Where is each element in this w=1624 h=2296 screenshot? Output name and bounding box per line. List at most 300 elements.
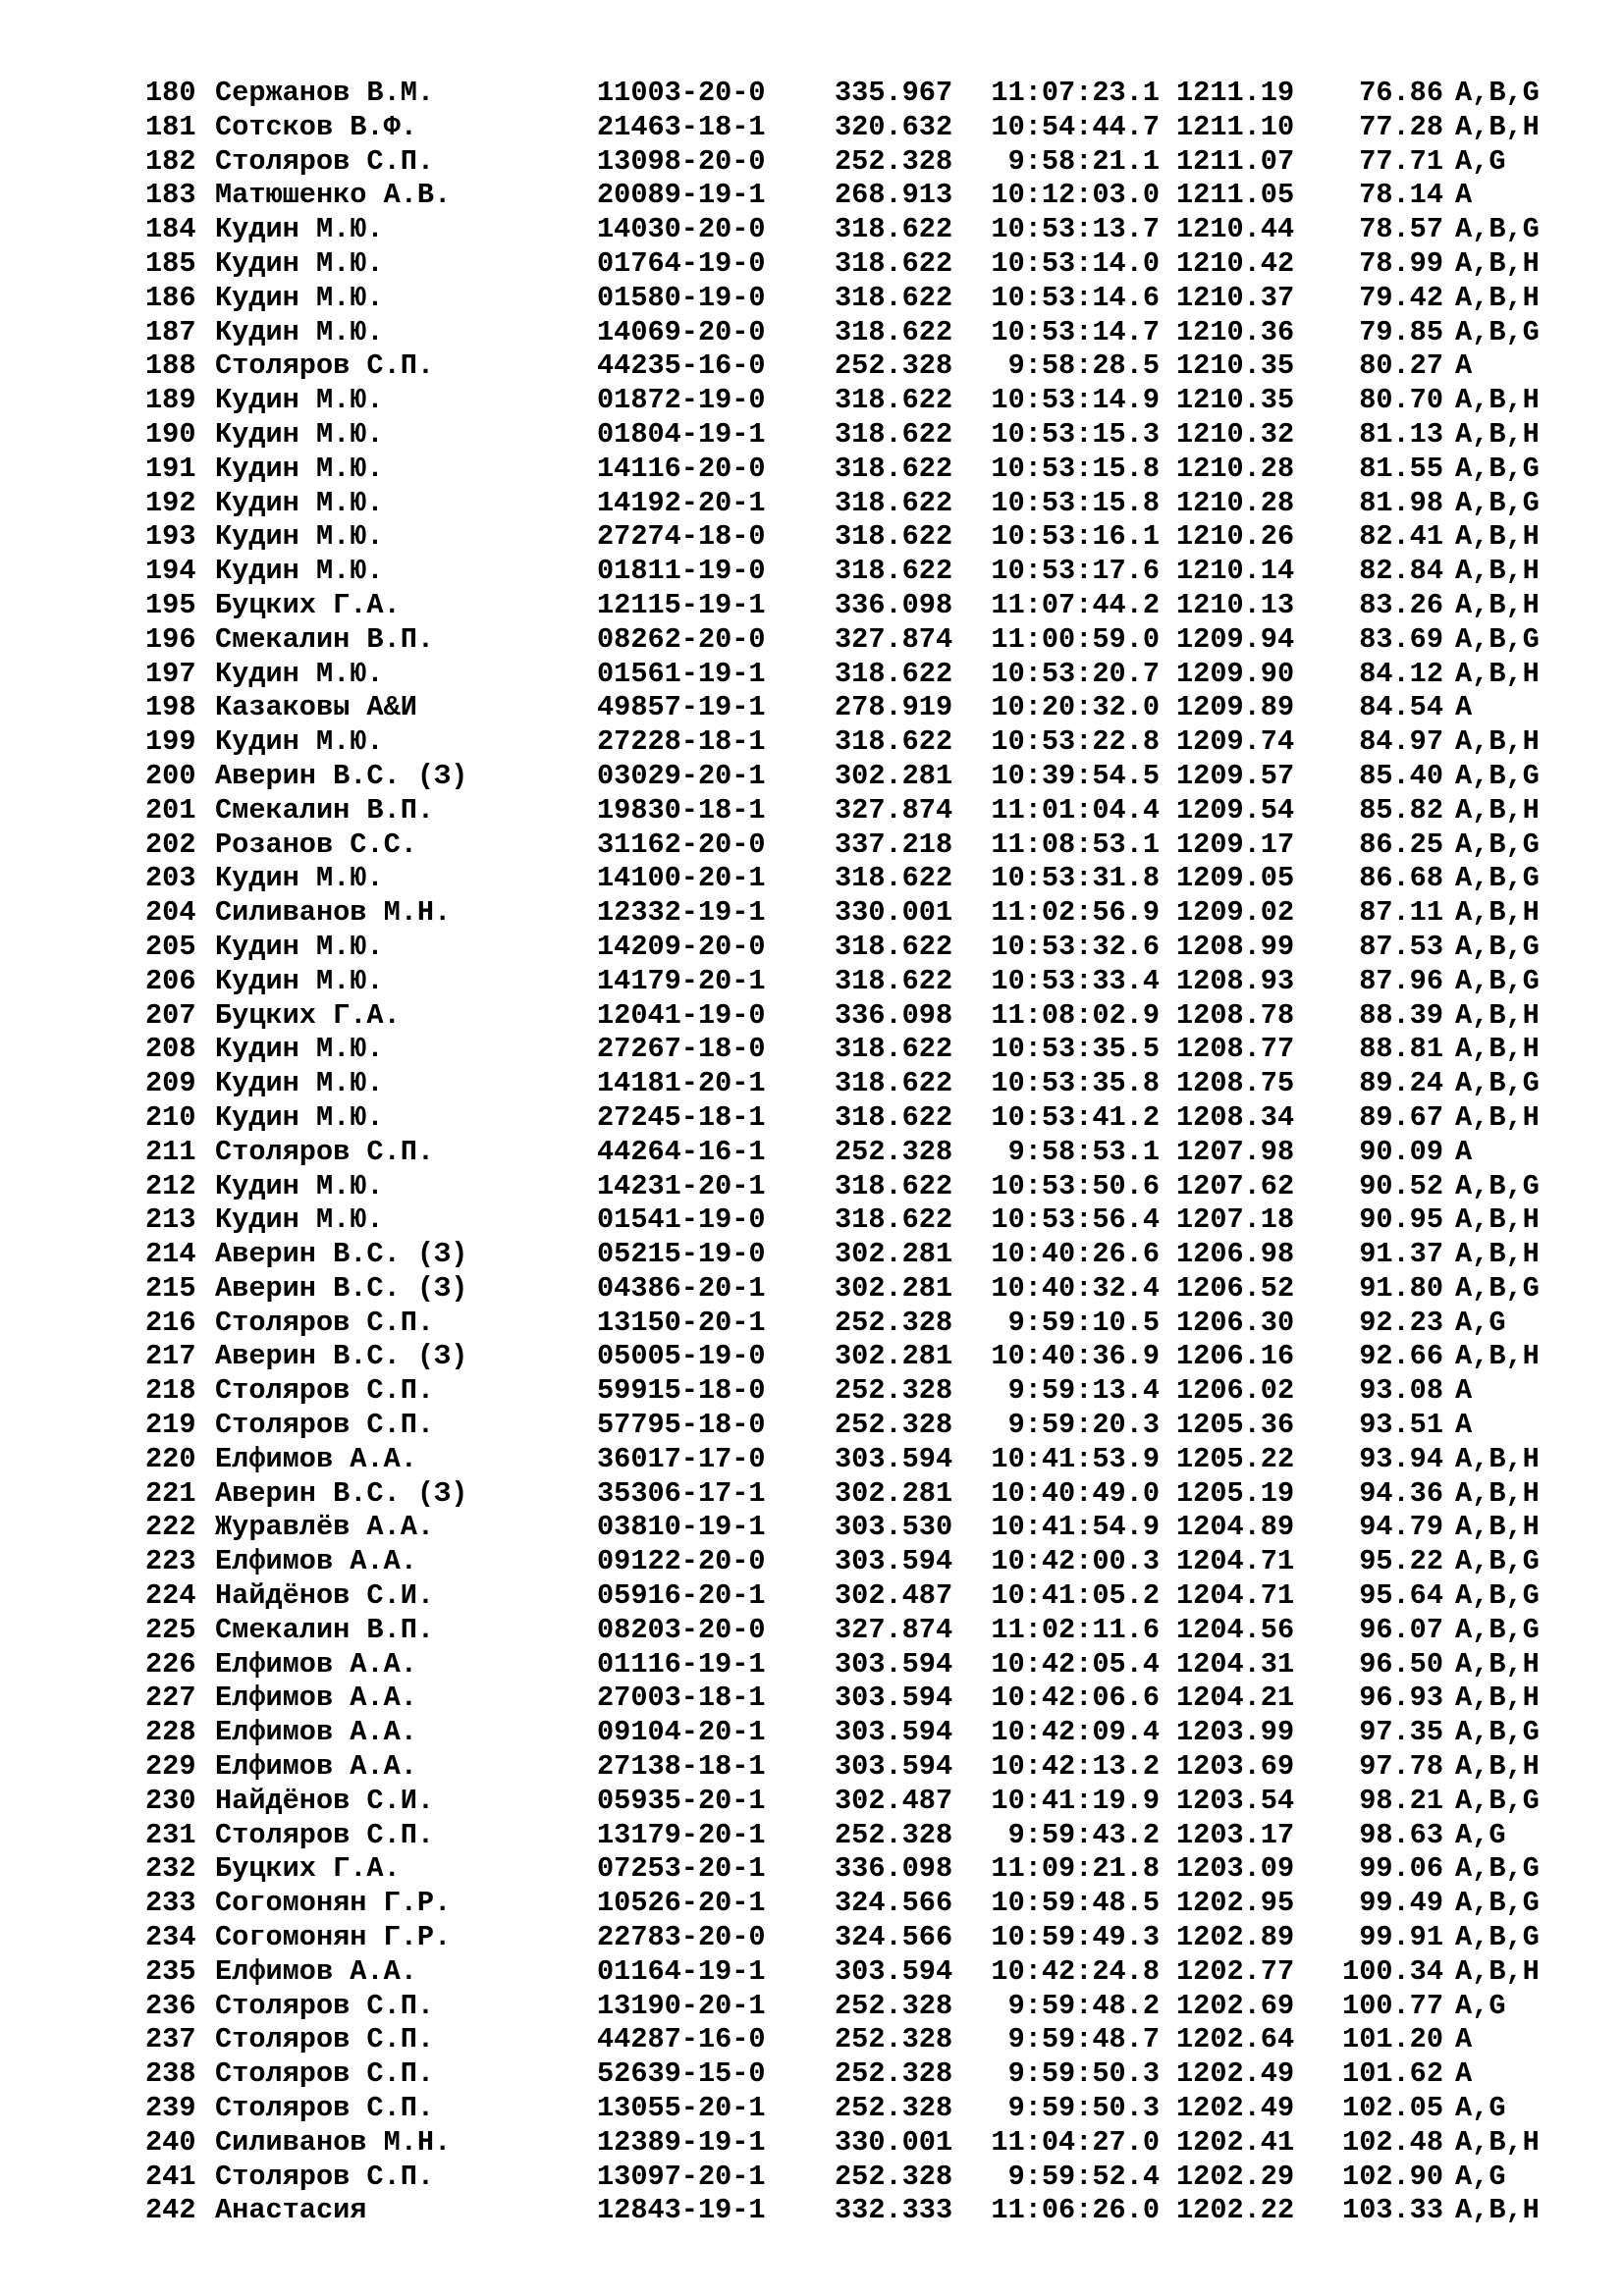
arrival-time-cell: 9:59:13.4 [1007, 1374, 1160, 1408]
category-cell: A,B,H [1455, 246, 1540, 280]
ring-number-cell: 59915-18-0 [597, 1374, 766, 1408]
ring-number-cell: 05005-19-0 [597, 1340, 766, 1373]
arrival-time-cell: 11:04:27.0 [991, 2125, 1160, 2159]
distance-cell: 336.098 [835, 998, 953, 1032]
arrival-time-cell: 10:59:48.5 [991, 1887, 1160, 1920]
place-cell: 207 [145, 998, 196, 1032]
name-cell: Кудин М.Ю. [215, 555, 384, 588]
category-cell: A,B,H [1455, 1511, 1540, 1544]
arrival-time-cell: 11:00:59.0 [991, 622, 1160, 656]
speed-cell: 1206.98 [1176, 1238, 1295, 1271]
distance-cell: 332.333 [835, 2194, 953, 2227]
distance-cell: 252.328 [835, 144, 953, 178]
distance-cell: 252.328 [835, 1409, 953, 1442]
coefficient-cell: 82.84 [1359, 555, 1443, 588]
arrival-time-cell: 9:59:20.3 [1007, 1409, 1160, 1442]
name-cell: Елфимов А.А. [215, 1954, 417, 1988]
name-cell: Кудин М.Ю. [215, 1033, 384, 1066]
category-cell: A,B,G [1455, 1271, 1540, 1305]
distance-cell: 318.622 [835, 964, 953, 997]
speed-cell: 1206.52 [1176, 1271, 1295, 1305]
arrival-time-cell: 10:53:32.6 [991, 930, 1160, 963]
distance-cell: 252.328 [835, 2160, 953, 2193]
coefficient-cell: 99.49 [1359, 1887, 1443, 1920]
arrival-time-cell: 10:53:14.6 [991, 281, 1160, 314]
category-cell: A,B,G [1455, 213, 1540, 246]
coefficient-cell: 95.22 [1359, 1545, 1443, 1578]
place-cell: 194 [145, 555, 196, 588]
place-cell: 210 [145, 1100, 196, 1134]
distance-cell: 318.622 [835, 1033, 953, 1066]
coefficient-cell: 102.48 [1342, 2125, 1443, 2159]
coefficient-cell: 78.57 [1359, 213, 1443, 246]
ring-number-cell: 13098-20-0 [597, 144, 766, 178]
name-cell: Кудин М.Ю. [215, 246, 384, 280]
place-cell: 211 [145, 1135, 196, 1168]
category-cell: A,B,G [1455, 1887, 1540, 1920]
category-cell: A,B,G [1455, 1613, 1540, 1646]
ring-number-cell: 03810-19-1 [597, 1511, 766, 1544]
category-cell: A,B,H [1455, 1954, 1540, 1988]
coefficient-cell: 85.40 [1359, 759, 1443, 792]
speed-cell: 1208.93 [1176, 964, 1295, 997]
arrival-time-cell: 10:41:05.2 [991, 1579, 1160, 1613]
coefficient-cell: 98.63 [1359, 1818, 1443, 1851]
name-cell: Анастасия [215, 2194, 367, 2227]
place-cell: 225 [145, 1613, 196, 1646]
place-cell: 187 [145, 315, 196, 348]
ring-number-cell: 13097-20-1 [597, 2160, 766, 2193]
ring-number-cell: 14192-20-1 [597, 486, 766, 519]
category-cell: A,B,H [1455, 657, 1540, 690]
coefficient-cell: 93.51 [1359, 1409, 1443, 1442]
category-cell: A,B,H [1455, 417, 1540, 451]
speed-cell: 1209.90 [1176, 657, 1295, 690]
speed-cell: 1204.71 [1176, 1579, 1295, 1613]
place-cell: 233 [145, 1887, 196, 1920]
arrival-time-cell: 10:53:15.3 [991, 417, 1160, 451]
name-cell: Аверин В.С. (З) [215, 759, 468, 792]
speed-cell: 1202.69 [1176, 1989, 1295, 2022]
arrival-time-cell: 10:53:35.5 [991, 1033, 1160, 1066]
distance-cell: 252.328 [835, 349, 953, 383]
category-cell: A [1455, 1409, 1473, 1442]
speed-cell: 1208.77 [1176, 1033, 1295, 1066]
name-cell: Смекалин В.П. [215, 793, 435, 827]
ring-number-cell: 21463-18-1 [597, 110, 766, 143]
coefficient-cell: 88.81 [1359, 1033, 1443, 1066]
place-cell: 201 [145, 793, 196, 827]
arrival-time-cell: 10:20:32.0 [991, 691, 1160, 724]
coefficient-cell: 99.91 [1359, 1921, 1443, 1954]
speed-cell: 1211.07 [1176, 144, 1295, 178]
place-cell: 223 [145, 1545, 196, 1578]
category-cell: A [1455, 349, 1473, 383]
arrival-time-cell: 9:59:48.7 [1007, 2023, 1160, 2056]
name-cell: Елфимов А.А. [215, 1545, 417, 1578]
ring-number-cell: 14100-20-1 [597, 862, 766, 895]
coefficient-cell: 84.54 [1359, 691, 1443, 724]
name-cell: Кудин М.Ю. [215, 1203, 384, 1237]
place-cell: 236 [145, 1989, 196, 2022]
speed-cell: 1209.89 [1176, 691, 1295, 724]
coefficient-cell: 101.20 [1342, 2023, 1443, 2056]
arrival-time-cell: 10:12:03.0 [991, 179, 1160, 212]
category-cell: A,B,G [1455, 1067, 1540, 1100]
category-cell: A,B,H [1455, 384, 1540, 417]
name-cell: Аверин В.С. (З) [215, 1340, 468, 1373]
speed-cell: 1204.56 [1176, 1613, 1295, 1646]
ring-number-cell: 12332-19-1 [597, 896, 766, 930]
category-cell: A,G [1455, 2092, 1506, 2125]
ring-number-cell: 01580-19-0 [597, 281, 766, 314]
category-cell: A,B,G [1455, 862, 1540, 895]
distance-cell: 302.487 [835, 1784, 953, 1817]
coefficient-cell: 87.11 [1359, 896, 1443, 930]
name-cell: Столяров С.П. [215, 144, 435, 178]
name-cell: Кудин М.Ю. [215, 930, 384, 963]
name-cell: Кудин М.Ю. [215, 964, 384, 997]
name-cell: Кудин М.Ю. [215, 520, 384, 554]
name-cell: Буцких Г.А. [215, 998, 401, 1032]
distance-cell: 327.874 [835, 793, 953, 827]
arrival-time-cell: 10:53:41.2 [991, 1100, 1160, 1134]
ring-number-cell: 14181-20-1 [597, 1067, 766, 1100]
coefficient-cell: 89.24 [1359, 1067, 1443, 1100]
category-cell: A,B,H [1455, 555, 1540, 588]
place-cell: 192 [145, 486, 196, 519]
coefficient-cell: 102.90 [1342, 2160, 1443, 2193]
coefficient-cell: 81.13 [1359, 417, 1443, 451]
distance-cell: 252.328 [835, 2057, 953, 2091]
arrival-time-cell: 11:08:02.9 [991, 998, 1160, 1032]
place-cell: 183 [145, 179, 196, 212]
arrival-time-cell: 9:59:50.3 [1007, 2057, 1160, 2091]
category-cell: A,G [1455, 144, 1506, 178]
place-cell: 227 [145, 1682, 196, 1715]
distance-cell: 318.622 [835, 1067, 953, 1100]
distance-cell: 303.594 [835, 1647, 953, 1681]
category-cell: A,B,G [1455, 1852, 1540, 1886]
coefficient-cell: 103.33 [1342, 2194, 1443, 2227]
ring-number-cell: 04386-20-1 [597, 1271, 766, 1305]
place-cell: 229 [145, 1750, 196, 1784]
place-cell: 218 [145, 1374, 196, 1408]
category-cell: A,B,H [1455, 1476, 1540, 1510]
distance-cell: 252.328 [835, 2023, 953, 2056]
coefficient-cell: 90.09 [1359, 1135, 1443, 1168]
coefficient-cell: 95.64 [1359, 1579, 1443, 1613]
ring-number-cell: 01764-19-0 [597, 246, 766, 280]
speed-cell: 1207.62 [1176, 1169, 1295, 1202]
place-cell: 195 [145, 588, 196, 621]
place-cell: 230 [145, 1784, 196, 1817]
arrival-time-cell: 10:41:54.9 [991, 1511, 1160, 1544]
place-cell: 200 [145, 759, 196, 792]
arrival-time-cell: 10:53:15.8 [991, 486, 1160, 519]
distance-cell: 318.622 [835, 555, 953, 588]
place-cell: 198 [145, 691, 196, 724]
speed-cell: 1204.71 [1176, 1545, 1295, 1578]
name-cell: Кудин М.Ю. [215, 862, 384, 895]
category-cell: A,B,H [1455, 1442, 1540, 1475]
place-cell: 206 [145, 964, 196, 997]
ring-number-cell: 01164-19-1 [597, 1954, 766, 1988]
arrival-time-cell: 10:53:14.0 [991, 246, 1160, 280]
coefficient-cell: 86.68 [1359, 862, 1443, 895]
speed-cell: 1210.42 [1176, 246, 1295, 280]
ring-number-cell: 01561-19-1 [597, 657, 766, 690]
place-cell: 217 [145, 1340, 196, 1373]
place-cell: 234 [145, 1921, 196, 1954]
ring-number-cell: 01811-19-0 [597, 555, 766, 588]
place-cell: 185 [145, 246, 196, 280]
ring-number-cell: 09122-20-0 [597, 1545, 766, 1578]
place-cell: 188 [145, 349, 196, 383]
coefficient-cell: 100.34 [1342, 1954, 1443, 1988]
ring-number-cell: 36017-17-0 [597, 1442, 766, 1475]
speed-cell: 1202.49 [1176, 2092, 1295, 2125]
coefficient-cell: 81.98 [1359, 486, 1443, 519]
category-cell: A,G [1455, 1989, 1506, 2022]
ring-number-cell: 13055-20-1 [597, 2092, 766, 2125]
arrival-time-cell: 11:08:53.1 [991, 828, 1160, 861]
coefficient-cell: 96.93 [1359, 1682, 1443, 1715]
distance-cell: 330.001 [835, 896, 953, 930]
speed-cell: 1206.02 [1176, 1374, 1295, 1408]
arrival-time-cell: 9:59:10.5 [1007, 1306, 1160, 1339]
name-cell: Столяров С.П. [215, 2057, 435, 2091]
category-cell: A,B,G [1455, 1784, 1540, 1817]
coefficient-cell: 83.26 [1359, 588, 1443, 621]
distance-cell: 318.622 [835, 384, 953, 417]
speed-cell: 1209.54 [1176, 793, 1295, 827]
name-cell: Елфимов А.А. [215, 1442, 417, 1475]
ring-number-cell: 44287-16-0 [597, 2023, 766, 2056]
place-cell: 196 [145, 622, 196, 656]
speed-cell: 1210.44 [1176, 213, 1295, 246]
category-cell: A,G [1455, 2160, 1506, 2193]
coefficient-cell: 87.53 [1359, 930, 1443, 963]
category-cell: A,G [1455, 1818, 1506, 1851]
speed-cell: 1202.29 [1176, 2160, 1295, 2193]
arrival-time-cell: 10:42:09.4 [991, 1716, 1160, 1749]
place-cell: 205 [145, 930, 196, 963]
name-cell: Согомонян Г.Р. [215, 1887, 452, 1920]
place-cell: 184 [145, 213, 196, 246]
distance-cell: 324.566 [835, 1921, 953, 1954]
distance-cell: 302.281 [835, 1340, 953, 1373]
ring-number-cell: 14209-20-0 [597, 930, 766, 963]
category-cell: A,B,H [1455, 281, 1540, 314]
arrival-time-cell: 10:39:54.5 [991, 759, 1160, 792]
coefficient-cell: 85.82 [1359, 793, 1443, 827]
ring-number-cell: 01872-19-0 [597, 384, 766, 417]
coefficient-cell: 79.42 [1359, 281, 1443, 314]
distance-cell: 318.622 [835, 246, 953, 280]
category-cell: A,B,H [1455, 1100, 1540, 1134]
ring-number-cell: 57795-18-0 [597, 1409, 766, 1442]
arrival-time-cell: 11:01:04.4 [991, 793, 1160, 827]
coefficient-cell: 92.66 [1359, 1340, 1443, 1373]
name-cell: Столяров С.П. [215, 2023, 435, 2056]
arrival-time-cell: 10:53:50.6 [991, 1169, 1160, 1202]
category-cell: A,B,G [1455, 964, 1540, 997]
ring-number-cell: 27138-18-1 [597, 1750, 766, 1784]
speed-cell: 1203.69 [1176, 1750, 1295, 1784]
place-cell: 214 [145, 1238, 196, 1271]
ring-number-cell: 11003-20-0 [597, 77, 766, 109]
distance-cell: 318.622 [835, 862, 953, 895]
arrival-time-cell: 10:53:14.9 [991, 384, 1160, 417]
place-cell: 239 [145, 2092, 196, 2125]
arrival-time-cell: 11:09:21.8 [991, 1852, 1160, 1886]
speed-cell: 1210.28 [1176, 452, 1295, 485]
distance-cell: 335.967 [835, 77, 953, 109]
distance-cell: 330.001 [835, 2125, 953, 2159]
distance-cell: 278.919 [835, 691, 953, 724]
place-cell: 222 [145, 1511, 196, 1544]
place-cell: 180 [145, 77, 196, 109]
place-cell: 237 [145, 2023, 196, 2056]
arrival-time-cell: 9:59:50.3 [1007, 2092, 1160, 2125]
arrival-time-cell: 10:41:19.9 [991, 1784, 1160, 1817]
distance-cell: 318.622 [835, 657, 953, 690]
category-cell: A,B,H [1455, 1203, 1540, 1237]
arrival-time-cell: 10:53:35.8 [991, 1067, 1160, 1100]
place-cell: 181 [145, 110, 196, 143]
name-cell: Столяров С.П. [215, 2160, 435, 2193]
name-cell: Согомонян Г.Р. [215, 1921, 452, 1954]
ring-number-cell: 08203-20-0 [597, 1613, 766, 1646]
place-cell: 197 [145, 657, 196, 690]
coefficient-cell: 80.70 [1359, 384, 1443, 417]
arrival-time-cell: 11:06:26.0 [991, 2194, 1160, 2227]
speed-cell: 1208.99 [1176, 930, 1295, 963]
distance-cell: 303.594 [835, 1716, 953, 1749]
speed-cell: 1205.19 [1176, 1476, 1295, 1510]
category-cell: A,B,G [1455, 828, 1540, 861]
speed-cell: 1210.35 [1176, 349, 1295, 383]
distance-cell: 318.622 [835, 1203, 953, 1237]
distance-cell: 252.328 [835, 2092, 953, 2125]
place-cell: 220 [145, 1442, 196, 1475]
name-cell: Буцких Г.А. [215, 588, 401, 621]
place-cell: 240 [145, 2125, 196, 2159]
category-cell: A,B,G [1455, 930, 1540, 963]
name-cell: Кудин М.Ю. [215, 213, 384, 246]
distance-cell: 327.874 [835, 1613, 953, 1646]
distance-cell: 252.328 [835, 1818, 953, 1851]
coefficient-cell: 79.85 [1359, 315, 1443, 348]
arrival-time-cell: 9:59:52.4 [1007, 2160, 1160, 2193]
distance-cell: 303.594 [835, 1442, 953, 1475]
place-cell: 219 [145, 1409, 196, 1442]
category-cell: A,B,G [1455, 315, 1540, 348]
speed-cell: 1210.13 [1176, 588, 1295, 621]
category-cell: A [1455, 1135, 1473, 1168]
coefficient-cell: 86.25 [1359, 828, 1443, 861]
distance-cell: 318.622 [835, 725, 953, 759]
speed-cell: 1202.49 [1176, 2057, 1295, 2091]
distance-cell: 318.622 [835, 213, 953, 246]
coefficient-cell: 93.94 [1359, 1442, 1443, 1475]
arrival-time-cell: 9:59:48.2 [1007, 1989, 1160, 2022]
ring-number-cell: 05916-20-1 [597, 1579, 766, 1613]
ring-number-cell: 13150-20-1 [597, 1306, 766, 1339]
distance-cell: 268.913 [835, 179, 953, 212]
name-cell: Кудин М.Ю. [215, 417, 384, 451]
speed-cell: 1210.14 [1176, 555, 1295, 588]
name-cell: Кудин М.Ю. [215, 657, 384, 690]
distance-cell: 318.622 [835, 930, 953, 963]
coefficient-cell: 100.77 [1342, 1989, 1443, 2022]
category-cell: A,B,G [1455, 1716, 1540, 1749]
category-cell: A,B,H [1455, 896, 1540, 930]
distance-cell: 303.594 [835, 1750, 953, 1784]
category-cell: A [1455, 2023, 1473, 2056]
name-cell: Столяров С.П. [215, 1818, 435, 1851]
distance-cell: 252.328 [835, 1989, 953, 2022]
distance-cell: 303.594 [835, 1682, 953, 1715]
arrival-time-cell: 10:40:36.9 [991, 1340, 1160, 1373]
coefficient-cell: 84.12 [1359, 657, 1443, 690]
speed-cell: 1204.21 [1176, 1682, 1295, 1715]
place-cell: 202 [145, 828, 196, 861]
arrival-time-cell: 10:54:44.7 [991, 110, 1160, 143]
coefficient-cell: 88.39 [1359, 998, 1443, 1032]
name-cell: Столяров С.П. [215, 1374, 435, 1408]
ring-number-cell: 52639-15-0 [597, 2057, 766, 2091]
category-cell: A,B,H [1455, 793, 1540, 827]
name-cell: Кудин М.Ю. [215, 486, 384, 519]
ring-number-cell: 07253-20-1 [597, 1852, 766, 1886]
distance-cell: 302.281 [835, 759, 953, 792]
ring-number-cell: 14069-20-0 [597, 315, 766, 348]
arrival-time-cell: 11:07:23.1 [991, 77, 1160, 109]
speed-cell: 1208.75 [1176, 1067, 1295, 1100]
name-cell: Кудин М.Ю. [215, 1100, 384, 1134]
distance-cell: 318.622 [835, 281, 953, 314]
place-cell: 208 [145, 1033, 196, 1066]
ring-number-cell: 05215-19-0 [597, 1238, 766, 1271]
category-cell: A,B,G [1455, 1921, 1540, 1954]
distance-cell: 303.530 [835, 1511, 953, 1544]
speed-cell: 1207.98 [1176, 1135, 1295, 1168]
ring-number-cell: 01116-19-1 [597, 1647, 766, 1681]
place-cell: 241 [145, 2160, 196, 2193]
ring-number-cell: 12843-19-1 [597, 2194, 766, 2227]
arrival-time-cell: 9:59:43.2 [1007, 1818, 1160, 1851]
category-cell: A,B,G [1455, 1579, 1540, 1613]
coefficient-cell: 97.78 [1359, 1750, 1443, 1784]
speed-cell: 1203.09 [1176, 1852, 1295, 1886]
distance-cell: 318.622 [835, 452, 953, 485]
coefficient-cell: 78.99 [1359, 246, 1443, 280]
place-cell: 226 [145, 1647, 196, 1681]
place-cell: 231 [145, 1818, 196, 1851]
speed-cell: 1210.37 [1176, 281, 1295, 314]
category-cell: A,B,H [1455, 1340, 1540, 1373]
category-cell: A,B,H [1455, 1238, 1540, 1271]
coefficient-cell: 98.21 [1359, 1784, 1443, 1817]
name-cell: Смекалин В.П. [215, 622, 435, 656]
category-cell: A,B,H [1455, 110, 1540, 143]
distance-cell: 318.622 [835, 1100, 953, 1134]
category-cell: A,B,G [1455, 1169, 1540, 1202]
name-cell: Столяров С.П. [215, 1306, 435, 1339]
ring-number-cell: 19830-18-1 [597, 793, 766, 827]
